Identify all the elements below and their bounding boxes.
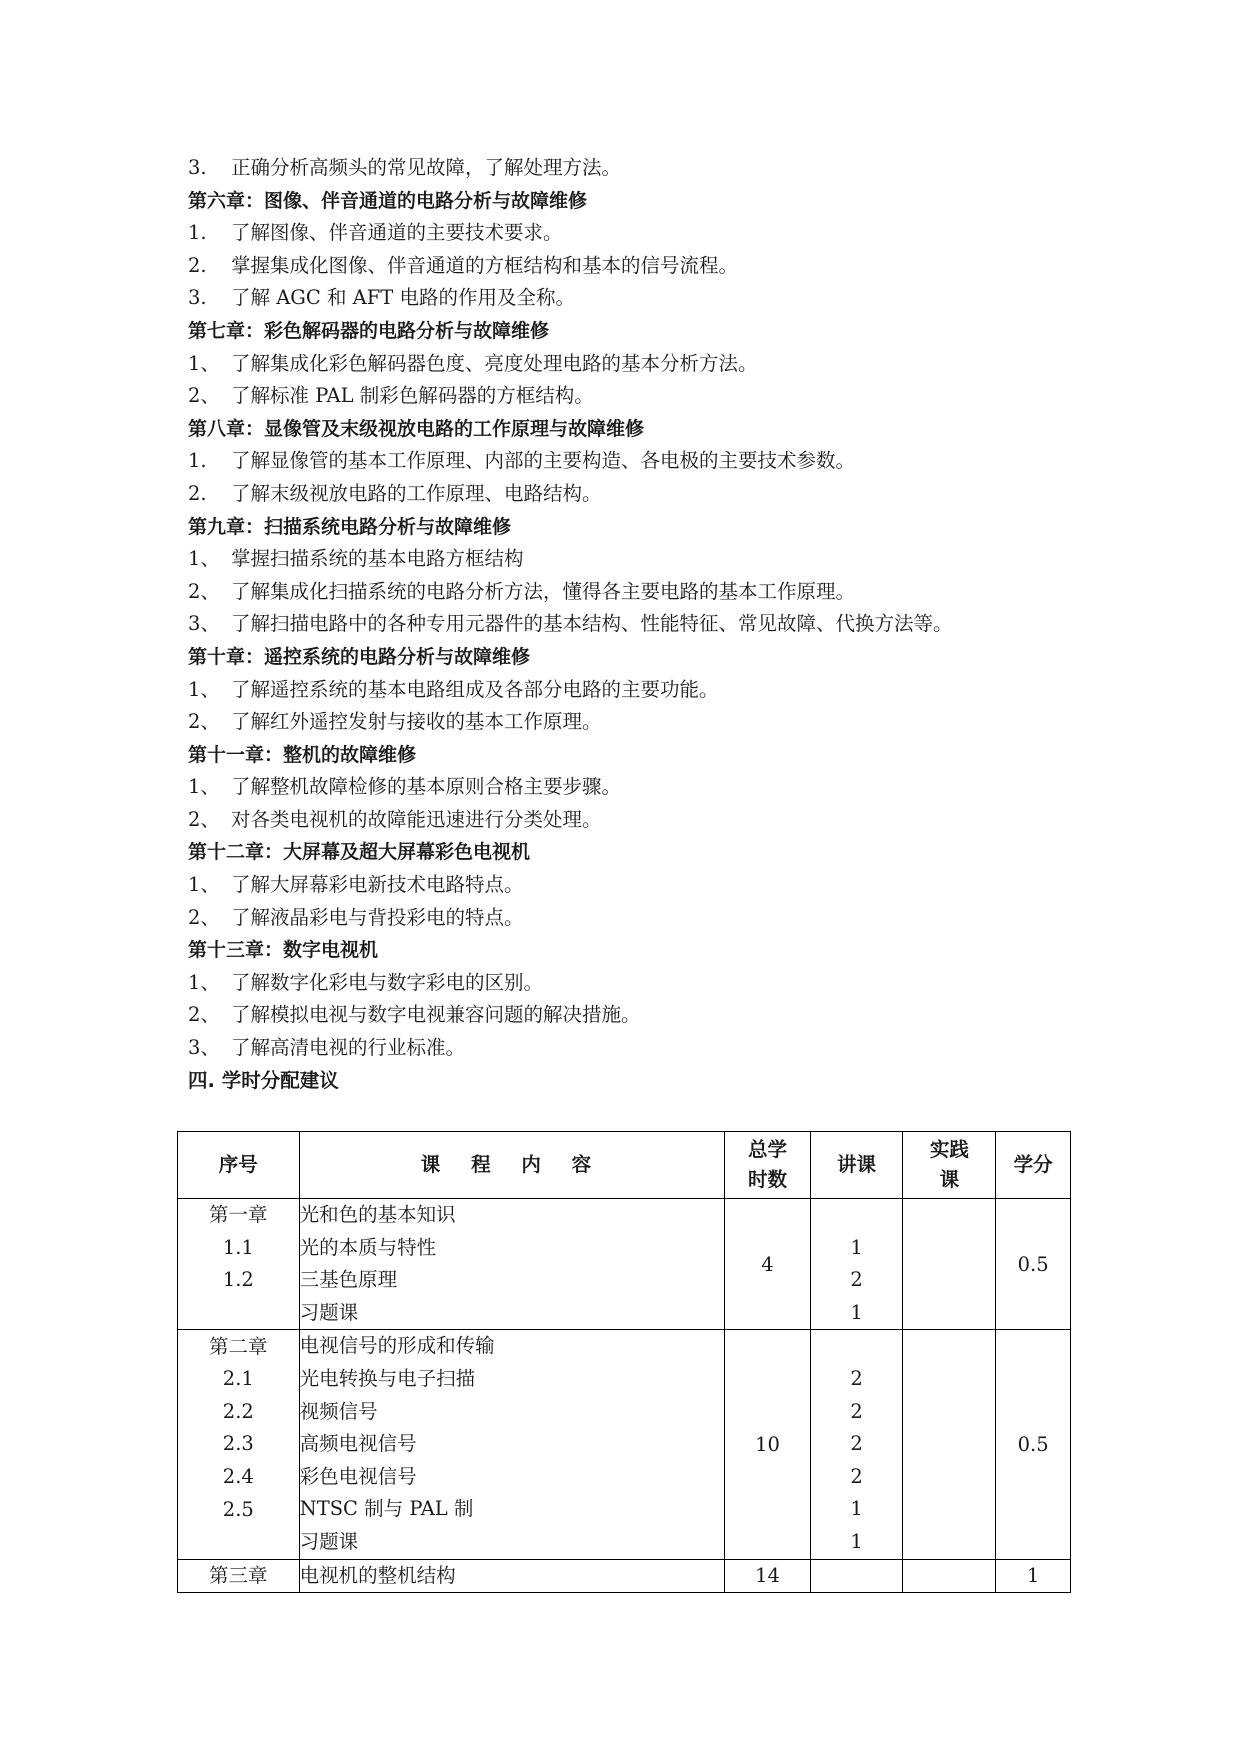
- chapter-heading: 第十一章：整机的故障维修: [188, 743, 417, 766]
- list-item: [188, 217, 1068, 250]
- header-seq: 序号: [178, 1132, 300, 1199]
- list-item-number: 3.: [188, 286, 207, 310]
- header-credit: 学分: [996, 1132, 1071, 1199]
- chapter-heading: 第十章：遥控系统的电路分析与故障维修: [188, 645, 531, 668]
- list-item: [188, 380, 1068, 413]
- list-item-text: 了解 AGC 和 AFT 电路的作用及全称。: [231, 286, 575, 310]
- lecture-cell: [810, 1330, 903, 1559]
- list-item-text: 了解液晶彩电与背投彩电的特点。: [231, 905, 524, 929]
- chapter-heading: 第九章：扫描系统电路分析与故障维修: [188, 515, 512, 538]
- list-item-number: 3、: [188, 1036, 220, 1060]
- lecture-cell-line: 1: [850, 1235, 863, 1259]
- list-item-number: 1、: [188, 351, 220, 375]
- list-item: [188, 902, 1068, 935]
- seq-cell-line: 1.1: [222, 1235, 254, 1259]
- total-hours-cell: 4: [725, 1199, 810, 1330]
- list-item-number: 3.: [188, 156, 207, 179]
- content-cell-line: 光和色的基本知识: [299, 1203, 456, 1226]
- practice-cell: [903, 1199, 996, 1330]
- content-cell: [299, 1559, 725, 1593]
- lecture-cell: [810, 1559, 903, 1593]
- chapter-heading: 第十二章：大屏幕及超大屏幕彩色电视机: [188, 841, 531, 864]
- seq-cell-line: 2.4: [222, 1465, 254, 1489]
- content-cell: [299, 1330, 725, 1559]
- content-cell-line: 光电转换与电子扫描: [299, 1366, 476, 1390]
- list-item: [188, 608, 1068, 641]
- chapter-heading: 第八章：显像管及末级视放电路的工作原理与故障维修: [188, 417, 645, 440]
- list-item-number: 2.: [188, 253, 207, 277]
- content-cell: [299, 1199, 725, 1330]
- total-hours-cell: 10: [725, 1330, 810, 1559]
- seq-cell: [178, 1330, 300, 1559]
- hours-allocation-table: [177, 1131, 1071, 1593]
- total-hours-cell: 14: [725, 1559, 810, 1593]
- seq-cell-line: 第一章: [209, 1203, 268, 1226]
- list-item-text: 了解模拟电视与数字电视兼容问题的解决措施。: [231, 1003, 641, 1027]
- chapter-heading: 第十三章：数字电视机: [188, 939, 379, 962]
- list-item: [188, 543, 1068, 576]
- credit-cell: 1: [996, 1559, 1071, 1593]
- list-item-text: 了解标准 PAL 制彩色解码器的方框结构。: [231, 384, 594, 408]
- content-cell-line: NTSC 制与 PAL 制: [299, 1497, 474, 1521]
- list-item-text: 了解大屏幕彩电新技术电路特点。: [231, 873, 524, 897]
- lecture-cell-line: 2: [850, 1432, 863, 1456]
- content-cell-line: 彩色电视信号: [299, 1464, 417, 1488]
- list-item: [188, 706, 1068, 739]
- chapter-heading: 第七章：彩色解码器的电路分析与故障维修: [188, 319, 550, 342]
- lecture-cell-line: [811, 1560, 903, 1593]
- list-item-text: 了解扫描电路中的各种专用元器件的基本结构、性能特征、常见故障、代换方法等。: [231, 612, 953, 636]
- list-item-text: 对各类电视机的故障能迅速进行分类处理。: [231, 807, 602, 831]
- seq-cell-line: 第二章: [209, 1334, 268, 1358]
- seq-cell-line: 2.5: [222, 1497, 254, 1521]
- list-item-number: 1、: [188, 547, 220, 571]
- list-item-text: 了解显像管的基本工作原理、内部的主要构造、各电极的主要技术参数。: [231, 449, 856, 473]
- list-item-text: 掌握集成化图像、伴音通道的方框结构和基本的信号流程。: [231, 253, 739, 277]
- list-item-number: 1、: [188, 677, 220, 701]
- list-item-number: 2、: [188, 579, 220, 603]
- credit-cell: 0.5: [996, 1330, 1071, 1559]
- credit-cell: 0.5: [996, 1199, 1071, 1330]
- lecture-cell-line: 2: [850, 1464, 863, 1488]
- list-item-number: 2、: [188, 384, 220, 408]
- list-item: [188, 999, 1068, 1032]
- practice-cell: [903, 1559, 996, 1593]
- seq-cell-line: 第三章: [209, 1563, 268, 1587]
- list-item-text: 了解数字化彩电与数字彩电的区别。: [231, 970, 544, 994]
- header-lecture: 讲课: [810, 1132, 903, 1199]
- list-item-text: 了解集成化彩色解码器色度、亮度处理电路的基本分析方法。: [231, 351, 758, 375]
- content-cell-line: 电视机的整机结构: [299, 1563, 456, 1587]
- lecture-cell-line: 2: [850, 1399, 863, 1423]
- list-item-number: 2、: [188, 710, 220, 734]
- header-content: 课 程 内 容: [299, 1132, 725, 1199]
- table-row: [178, 1559, 1071, 1593]
- list-item-text: 了解集成化扫描系统的电路分析方法，懂得各主要电路的基本工作原理。: [231, 579, 856, 603]
- list-item-text: 了解整机故障检修的基本原则合格主要步骤。: [231, 775, 622, 799]
- seq-cell: [178, 1199, 300, 1330]
- lecture-cell: [810, 1199, 903, 1330]
- list-item: [188, 674, 1068, 707]
- list-item-number: 2、: [188, 807, 220, 831]
- list-item: [188, 771, 1068, 804]
- table-header-row: [178, 1132, 1071, 1199]
- list-item: [188, 967, 1068, 1000]
- seq-cell-line: 1.2: [222, 1268, 254, 1292]
- table-row: [178, 1199, 1071, 1330]
- list-item-text: 了解末级视放电路的工作原理、电路结构。: [231, 481, 602, 505]
- list-item: [188, 445, 1068, 478]
- seq-cell-line: 2.1: [222, 1367, 254, 1391]
- table-row: [178, 1330, 1071, 1559]
- lecture-cell-line: [811, 1330, 903, 1363]
- list-item-number: 2、: [188, 905, 220, 929]
- list-item: [188, 478, 1068, 511]
- list-item-text: 了解红外遥控发射与接收的基本工作原理。: [231, 710, 602, 734]
- list-item: [188, 869, 1068, 902]
- list-item-number: 2.: [188, 481, 207, 505]
- lecture-cell-line: 2: [850, 1366, 863, 1390]
- list-item: [188, 348, 1068, 381]
- header-practice: 实践 课: [903, 1132, 996, 1199]
- lecture-cell-line: 1: [850, 1300, 863, 1324]
- list-item: [188, 282, 1068, 315]
- list-item-number: 1.: [188, 449, 207, 473]
- content-cell-line: 电视信号的形成和传输: [299, 1334, 495, 1358]
- seq-cell-line: 2.2: [222, 1399, 254, 1423]
- list-item-number: 2、: [188, 1003, 220, 1027]
- content-cell-line: 习题课: [299, 1529, 359, 1553]
- list-item-text: 了解高清电视的行业标准。: [231, 1036, 466, 1060]
- lecture-cell-line: 1: [850, 1529, 863, 1553]
- practice-cell: [903, 1330, 996, 1559]
- list-item-text: 了解遥控系统的基本电路组成及各部分电路的主要功能。: [231, 677, 719, 701]
- list-item-number: 1.: [188, 221, 207, 245]
- content-cell-line: 视频信号: [299, 1399, 378, 1423]
- seq-cell: [178, 1559, 300, 1593]
- list-item: [188, 1032, 1068, 1065]
- list-item: [188, 576, 1068, 609]
- lecture-cell-line: 1: [850, 1497, 863, 1521]
- content-cell-line: 三基色原理: [299, 1268, 398, 1292]
- list-item: [188, 250, 1068, 283]
- seq-cell-line: 2.3: [222, 1432, 254, 1456]
- syllabus-text: [188, 152, 1068, 1097]
- list-item-text: 掌握扫描系统的基本电路方框结构: [231, 547, 524, 571]
- section-heading: 四. 学时分配建议: [188, 1068, 339, 1092]
- list-item: [188, 152, 1068, 185]
- content-cell-line: 光的本质与特性: [299, 1235, 437, 1259]
- lecture-cell-line: [811, 1199, 903, 1232]
- content-cell-line: 习题课: [299, 1300, 359, 1324]
- list-item-number: 1、: [188, 873, 220, 897]
- header-total-hours: 总学 时数: [725, 1132, 810, 1199]
- list-item-number: 3、: [188, 612, 220, 636]
- lecture-cell-line: 2: [850, 1268, 863, 1292]
- list-item-number: 1、: [188, 970, 220, 994]
- content-cell-line: 高频电视信号: [299, 1432, 417, 1456]
- list-item-text: 了解图像、伴音通道的主要技术要求。: [231, 221, 563, 245]
- list-item-number: 1、: [188, 775, 220, 799]
- list-item: [188, 804, 1068, 837]
- chapter-heading: 第六章：图像、伴音通道的电路分析与故障维修: [188, 189, 588, 212]
- list-item-text: 正确分析高频头的常见故障，了解处理方法。: [231, 156, 622, 179]
